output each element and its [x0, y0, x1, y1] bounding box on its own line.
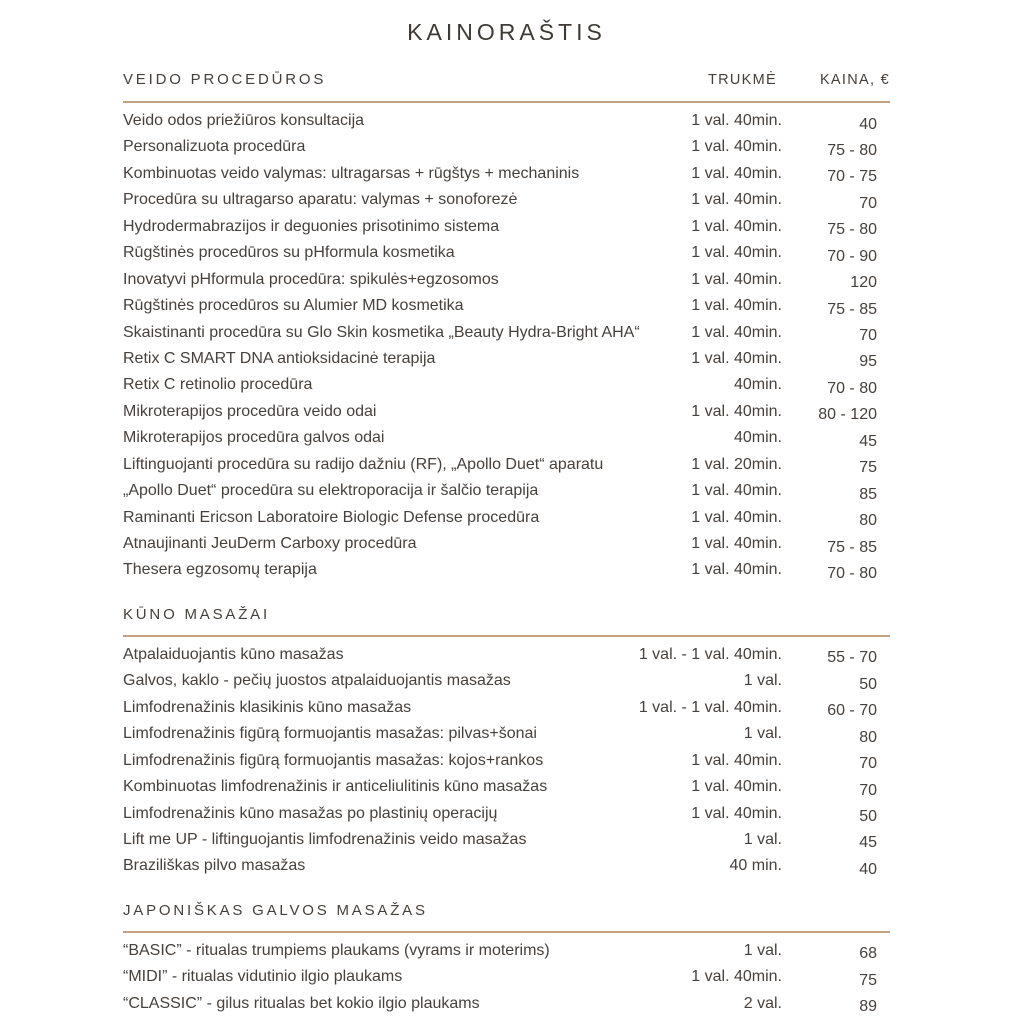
section-rows	[123, 108, 890, 584]
section-rows	[123, 642, 890, 880]
procedure-duration: 1 val. - 1 val. 40min.	[638, 645, 782, 663]
procedure-name: Hydrodermabrazijos ir deguonies prisotinimo sistema	[123, 217, 500, 235]
procedure-duration: 1 val. 40min.	[691, 270, 782, 288]
procedure-name: Galvos, kaklo - pečių juostos atpalaiduojantis masažas	[123, 672, 511, 690]
price-row	[123, 991, 890, 1017]
column-headers	[627, 71, 890, 90]
section-divider	[123, 635, 890, 637]
price-row	[123, 505, 890, 531]
procedure-name: “CLASSIC” - gilus ritualas bet kokio ilgio plaukams	[123, 994, 480, 1012]
procedure-name: Limfodrenažinis figūrą formuojantis masažas: pilvas+šonai	[123, 725, 537, 743]
procedure-name: Retix C retinolio procedūra	[123, 376, 313, 394]
procedure-price: 55 - 70	[827, 649, 877, 667]
price-row	[123, 964, 890, 990]
price-row	[123, 452, 890, 478]
procedure-price: 89	[859, 998, 877, 1016]
price-row	[123, 346, 890, 372]
procedure-duration: 40 min.	[729, 857, 782, 875]
section-divider	[123, 101, 890, 103]
procedure-name: Raminanti Ericson Laboratoire Biologic Defense procedūra	[123, 508, 540, 526]
price-row	[123, 478, 890, 504]
procedure-price: 70 - 90	[827, 247, 877, 265]
procedure-duration: 1 val. 40min.	[691, 535, 782, 552]
procedure-price: 50	[859, 808, 877, 825]
procedure-duration: 1 val. 40min.	[691, 138, 782, 156]
procedure-price: 60 - 70	[827, 702, 877, 720]
procedure-duration: 40min.	[733, 376, 782, 394]
procedure-price: 75 - 85	[827, 300, 877, 318]
procedure-duration: 1 val. 40min.	[691, 778, 782, 796]
procedure-price: 95	[859, 353, 877, 371]
price-row	[123, 425, 890, 451]
procedure-name: Veido odos priežiūros konsultacija	[123, 112, 365, 129]
procedure-duration: 1 val. 40min.	[691, 244, 782, 262]
procedure-price: 75	[859, 459, 877, 477]
price-section	[123, 901, 890, 1017]
price-row	[123, 134, 890, 160]
price-list-page	[123, 0, 890, 1017]
procedure-name: Limfodrenažinis klasikinis kūno masažas	[123, 698, 412, 716]
procedure-name: Braziliškas pilvo masažas	[123, 857, 306, 875]
procedure-name: Kombinuotas veido valymas: ultragarsas + rūgštys + mechaninis	[123, 164, 580, 182]
procedure-price: 75 - 80	[827, 221, 877, 239]
price-row	[123, 372, 890, 398]
procedure-name: Atnaujinanti JeuDerm Carboxy procedūra	[123, 535, 417, 552]
procedure-name: Kombinuotas limfodrenažinis ir anticeliulitinis kūno masažas	[123, 778, 548, 796]
price-section	[123, 70, 890, 584]
procedure-duration: 1 val. 40min.	[691, 751, 782, 769]
procedure-name: Limfodrenažinis figūrą formuojantis masažas: kojos+rankos	[123, 751, 544, 769]
procedure-price: 70	[859, 755, 877, 773]
price-row	[123, 721, 890, 747]
procedure-duration: 1 val. 40min.	[691, 561, 782, 579]
procedure-name: Lift me UP - liftinguojantis limfodrenažinis veido masažas	[123, 830, 527, 848]
procedure-duration: 1 val.	[743, 725, 782, 743]
section-title: JAPONIŠKAS GALVOS MASAŽAS	[123, 901, 428, 919]
procedure-duration: 1 val. 40min.	[691, 112, 782, 129]
price-row	[123, 187, 890, 213]
price-row	[123, 108, 890, 134]
procedure-price: 70	[859, 194, 877, 212]
procedure-duration: 1 val. 40min.	[691, 164, 782, 182]
procedure-duration: 1 val.	[743, 830, 782, 848]
procedure-price: 85	[859, 485, 877, 503]
procedure-price: 70	[859, 327, 877, 344]
procedure-duration: 40min.	[733, 429, 782, 447]
price-row	[123, 642, 890, 668]
procedure-duration: 1 val. 40min.	[691, 508, 782, 526]
price-row	[123, 214, 890, 240]
procedure-name: Mikroterapijos procedūra galvos odai	[123, 429, 385, 447]
procedure-duration: 1 val. 40min.	[691, 349, 782, 367]
procedure-duration: 1 val.	[743, 941, 782, 959]
procedure-duration: 1 val. 40min.	[691, 323, 782, 341]
procedure-duration: 1 val. 40min.	[691, 297, 782, 315]
procedure-price: 80	[859, 728, 877, 746]
procedure-name: Skaistinanti procedūra su Glo Skin kosmetika „Beauty Hydra-Bright AHA“	[123, 323, 640, 341]
price-row	[123, 240, 890, 266]
procedure-name: Limfodrenažinis kūno masažas po plastinių operacijų	[123, 804, 498, 822]
procedure-price: 45	[859, 432, 877, 450]
price-row	[123, 267, 890, 293]
price-row	[123, 853, 890, 879]
procedure-duration: 2 val.	[743, 994, 782, 1012]
price-row	[123, 531, 890, 557]
procedure-duration: 1 val. 20min.	[691, 455, 782, 473]
procedure-name: Retix C SMART DNA antioksidacinė terapija	[123, 349, 436, 367]
procedure-duration: 1 val. 40min.	[691, 217, 782, 235]
procedure-price: 70 - 80	[827, 379, 877, 397]
procedure-price: 75 - 80	[827, 141, 877, 159]
procedure-duration: 1 val. 40min.	[691, 402, 782, 420]
procedure-price: 80	[859, 512, 877, 530]
section-divider	[123, 931, 890, 933]
procedure-price: 75	[859, 971, 877, 989]
procedure-price: 45	[859, 834, 877, 852]
section-header-row	[123, 70, 890, 90]
procedure-price: 80 - 120	[818, 406, 877, 424]
price-row	[123, 827, 890, 853]
page-title: KAINORAŠTIS	[407, 19, 606, 45]
procedure-price: 70 - 80	[827, 564, 877, 582]
procedure-name: Thesera egzosomų terapija	[123, 561, 317, 579]
section-header-row	[123, 901, 890, 920]
procedure-duration: 1 val. 40min.	[691, 804, 782, 822]
price-row	[123, 801, 890, 827]
procedure-name: Inovatyvi pHformula procedūra: spikulės+egzosomos	[123, 270, 499, 288]
price-row	[123, 161, 890, 187]
price-row	[123, 748, 890, 774]
procedure-name: Personalizuota procedūra	[123, 138, 306, 156]
column-header-price: KAINA, €	[819, 72, 890, 88]
procedure-price: 70 - 75	[827, 168, 877, 186]
procedure-name: Liftinguojanti procedūra su radijo dažniu (RF), „Apollo Duet“ aparatu	[123, 455, 604, 473]
section-title: VEIDO PROCEDŪROS	[123, 71, 327, 88]
procedure-price: 75 - 85	[827, 538, 877, 556]
price-list-sections	[123, 70, 890, 1017]
procedure-name: Procedūra su ultragarso aparatu: valymas + sonoforezė	[123, 191, 518, 209]
procedure-duration: 1 val. 40min.	[691, 968, 782, 986]
section-rows	[123, 938, 890, 1017]
procedure-price: 68	[859, 945, 877, 963]
price-row	[123, 695, 890, 721]
procedure-name: Rūgštinės procedūros su pHformula kosmetika	[123, 244, 455, 262]
procedure-price: 120	[850, 274, 877, 292]
price-row	[123, 320, 890, 346]
price-row	[123, 668, 890, 694]
procedure-name: „Apollo Duet“ procedūra su elektroporacija ir šalčio terapija	[123, 482, 539, 500]
price-row	[123, 293, 890, 319]
procedure-price: 40	[859, 860, 877, 878]
price-row	[123, 774, 890, 800]
section-title: KŪNO MASAŽAI	[123, 605, 270, 623]
procedure-price: 40	[859, 115, 877, 133]
procedure-name: Mikroterapijos procedūra veido odai	[123, 402, 377, 420]
procedure-price: 50	[859, 675, 877, 693]
price-row	[123, 399, 890, 425]
procedure-duration: 1 val. - 1 val. 40min.	[638, 698, 782, 716]
section-header-row	[123, 605, 890, 624]
procedure-price: 70	[859, 781, 877, 799]
procedure-name: “MIDI” - ritualas vidutinio ilgio plaukams	[123, 968, 403, 986]
procedure-name: Rūgštinės procedūros su Alumier MD kosmetika	[123, 297, 464, 315]
procedure-duration: 1 val. 40min.	[691, 191, 782, 209]
price-row	[123, 557, 890, 583]
price-section	[123, 605, 890, 880]
procedure-name: “BASIC” - ritualas trumpiems plaukams (vyrams ir moterims)	[123, 941, 550, 959]
procedure-name: Atpalaiduojantis kūno masažas	[123, 645, 344, 663]
procedure-duration: 1 val. 40min.	[691, 482, 782, 500]
price-row	[123, 938, 890, 964]
procedure-duration: 1 val.	[743, 672, 782, 690]
column-header-duration: TRUKMĖ	[707, 72, 777, 88]
